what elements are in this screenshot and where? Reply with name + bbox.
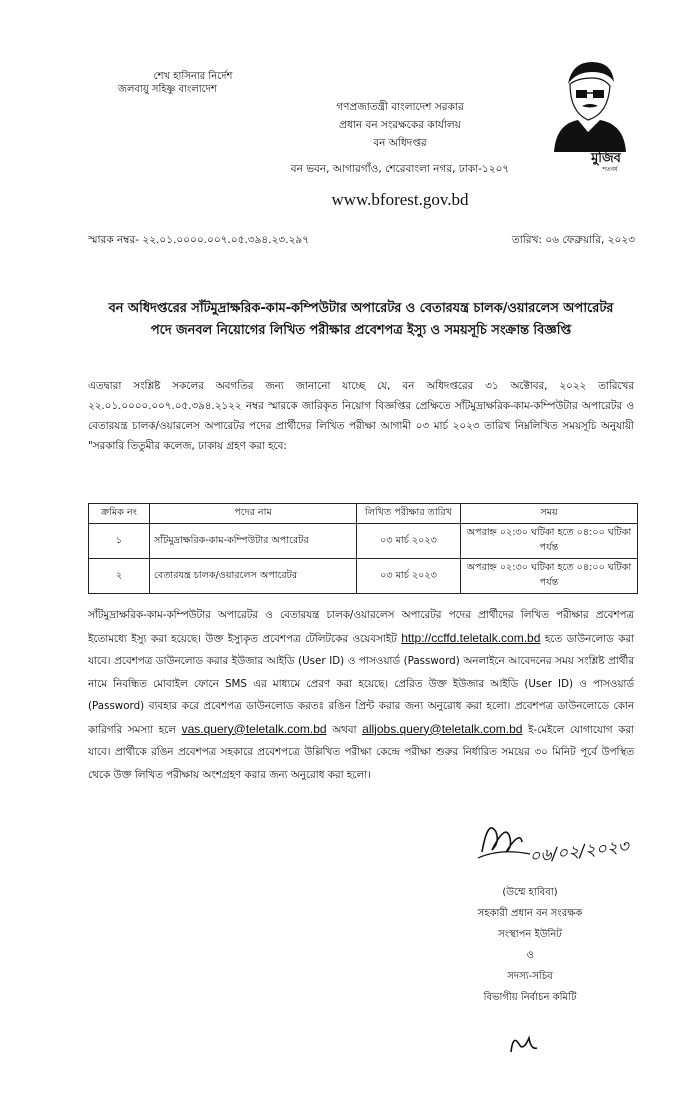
org-line-4: বন ভবন, আগারগাঁও, শেরেবাংলা নগর, ঢাকা-১২০৭ [290,163,510,175]
signatory-designation-4: বিভাগীয় নির্বাচন কমিটি [483,992,577,1003]
logo-subtext: শতবর্ষ [602,166,618,172]
cell-exam-date: ০৩ মার্চ ২০২৩ [357,559,461,594]
issue-date: তারিখ: ০৬ ফেব্রুয়ারি, ২০২৩ [511,234,635,246]
notice-title [88,298,634,342]
logo-text: মুজিব [591,151,621,166]
vas-query-email-link[interactable]: vas.query@teletalk.com.bd [181,721,327,736]
header-post: পদের নাম [150,504,357,524]
para2-text-a: সাঁটমুদ্রাক্ষরিক-কাম-কম্পিউটার অপারেটর ও বেতারযন্ত্র চালক/ওয়ারলেস অপারেটর পদের প্রার্থীদের লিখিত পরীক্ষার প্রবেশপত্র ইতোমধ্যে ইস্যু করা হয়েছে। উক্ত ইস্যুকৃত প্রবেশপত্র টেলিটকের ওয়েবসাইট [88,609,634,645]
org-line-2: প্রধান বন সংরক্ষকের কার্যালয় [339,119,461,131]
signature-date: ০৬/০২/২০২৩ [528,836,630,867]
header-serial: ক্রমিক নং [89,504,150,524]
intro-paragraph: এতদ্বারা সংশ্লিষ্ট সকলের অবগতির জন্য জানানো যাচ্ছে যে, বন অধিদপ্তরের ৩১ অক্টোবর, ২০২২ তারিখের ২২.০১.০০০০.০০৭.০৫.৩৯৪.২১২২ নম্বর স্মারকে জারিকৃত নিয়োগ বিজ্ঞপ্তির প্রেক্ষিতে সাঁটমুদ্রাক্ষরিক-কাম-কম্পিউটার অপারেটর ও বেতারযন্ত্র চালক/ওয়ারলেস অপারেটর পদের প্রার্থীদের লিখিত পরীক্ষা আগামী ০৩ মার্চ ২০২৩ তারিখ নিম্নলিখিত সময়সূচি অনুযায়ী "সরকারি তিতুমীর কলেজ, ঢাকায় গ্রহণ করা হবে: [88,380,634,452]
exam-schedule-table [88,503,638,594]
para2-text-b: হতে ডাউনলোড করা যাবে। প্রবেশপত্র ডাউনলোড করার ইউজার আইডি (User ID) ও পাসওয়ার্ড (Password) অনলাইনে আবেদনের সময় সংশ্লিষ্ট প্রার্থীর নামে নিবন্ধিত মোবাইল ফোনে SMS এর মাধ্যমে প্রেরণ করা হয়েছে। প্রেরিত উক্ত ইউজার আইডি (User ID) ও পাসওয়ার্ড (Password) ব্যবহার করে প্রবেশপত্র ডাউনলোড করতঃ রঙিন প্রিন্ট করার জন্য অনুরোধ করা হলো। প্রবেশপত্র ডাউনলোডে কোন কারিগরি সমস্যা হলে [88,632,635,736]
handwritten-signature [470,812,650,874]
teletalk-website-link[interactable]: http://ccffd.teletalk.com.bd [401,630,541,645]
table-row [89,524,638,559]
notice-title-line-2: পদে জনবল নিয়োগের লিখিত পরীক্ষার প্রবেশপত্র ইস্যু ও সময়সূচি সংক্রান্ত বিজ্ঞপ্তি [150,323,572,338]
notice-title-line-1: বন অধিদপ্তরের সাঁটমুদ্রাক্ষরিক-কাম-কম্পিউটার অপারেটর ও বেতারযন্ত্র চালক/ওয়ারলেস অপারেটর [108,301,614,316]
signatory-designation-2: সংস্থাপন ইউনিট [498,929,562,940]
website: www.bforest.gov.bd [331,190,469,209]
signatory-designation-3: সদস্য-সচিব [507,971,553,982]
cell-time: অপরাহ্ন ০২:৩০ ঘটিকা হতে ০৪:০০ ঘটিকা পর্যন্ত [461,559,638,594]
slogan [118,70,268,96]
para2-text-d: ই-মেইলে যোগাযোগ করা যাবে। প্রার্থীকে রঙিন প্রবেশপত্র সহকারে প্রবেশপত্রে উল্লিখিত পরীক্ষা কেন্দ্রে পরীক্ষা শুরুর নির্ধারিত সময়ের ৩০ মিনিট পূর্বে উপস্থিত থেকে উক্ত লিখিত পরীক্ষায় অংশগ্রহণ করার জন্য অনুরোধ করা হলো। [88,723,635,781]
slogan-line-1: শেখ হাসিনার নির্দেশ [153,71,233,82]
signatory-designation-1: সহকারী প্রধান বন সংরক্ষক [477,908,583,919]
cell-serial: ১ [89,524,150,559]
para2-text-c: অথবা [332,723,357,736]
cell-exam-date: ০৩ মার্চ ২০২৩ [357,524,461,559]
admit-card-paragraph [88,604,634,786]
cell-time: অপরাহ্ন ০২:৩০ ঘটিকা হতে ০৪:০০ ঘটিকা পর্যন্ত [461,524,638,559]
signatory-conjunction: ও [526,950,534,961]
org-line-1: গণপ্রজাতন্ত্রী বাংলাদেশ সরকার [336,101,464,113]
initials-mark [505,1030,545,1060]
slogan-line-2: জলবায়ু সহিষ্ণু বাংলাদেশ [118,84,217,95]
cell-post: বেতারযন্ত্র চালক/ওয়ারলেস অপারেটর [150,559,357,594]
table-header-row [89,504,638,524]
header-time: সময় [461,504,638,524]
signature-block [430,882,630,1008]
mujib-logo [548,54,630,172]
header-exam-date: লিখিত পরীক্ষার তারিখ [357,504,461,524]
alljobs-query-email-link[interactable]: alljobs.query@teletalk.com.bd [362,721,523,736]
org-line-3: বন অধিদপ্তর [373,137,427,149]
memo-number: স্মারক নম্বর- ২২.০১.০০০০.০০৭.০৫.৩৯৪.২৩.২৯৭ [88,234,310,246]
cell-serial: ২ [89,559,150,594]
table-row [89,559,638,594]
signatory-name: (উম্মে হাবিবা) [502,887,558,898]
cell-post: সাঁটমুদ্রাক্ষরিক-কাম-কম্পিউটার অপারেটর [150,524,357,559]
